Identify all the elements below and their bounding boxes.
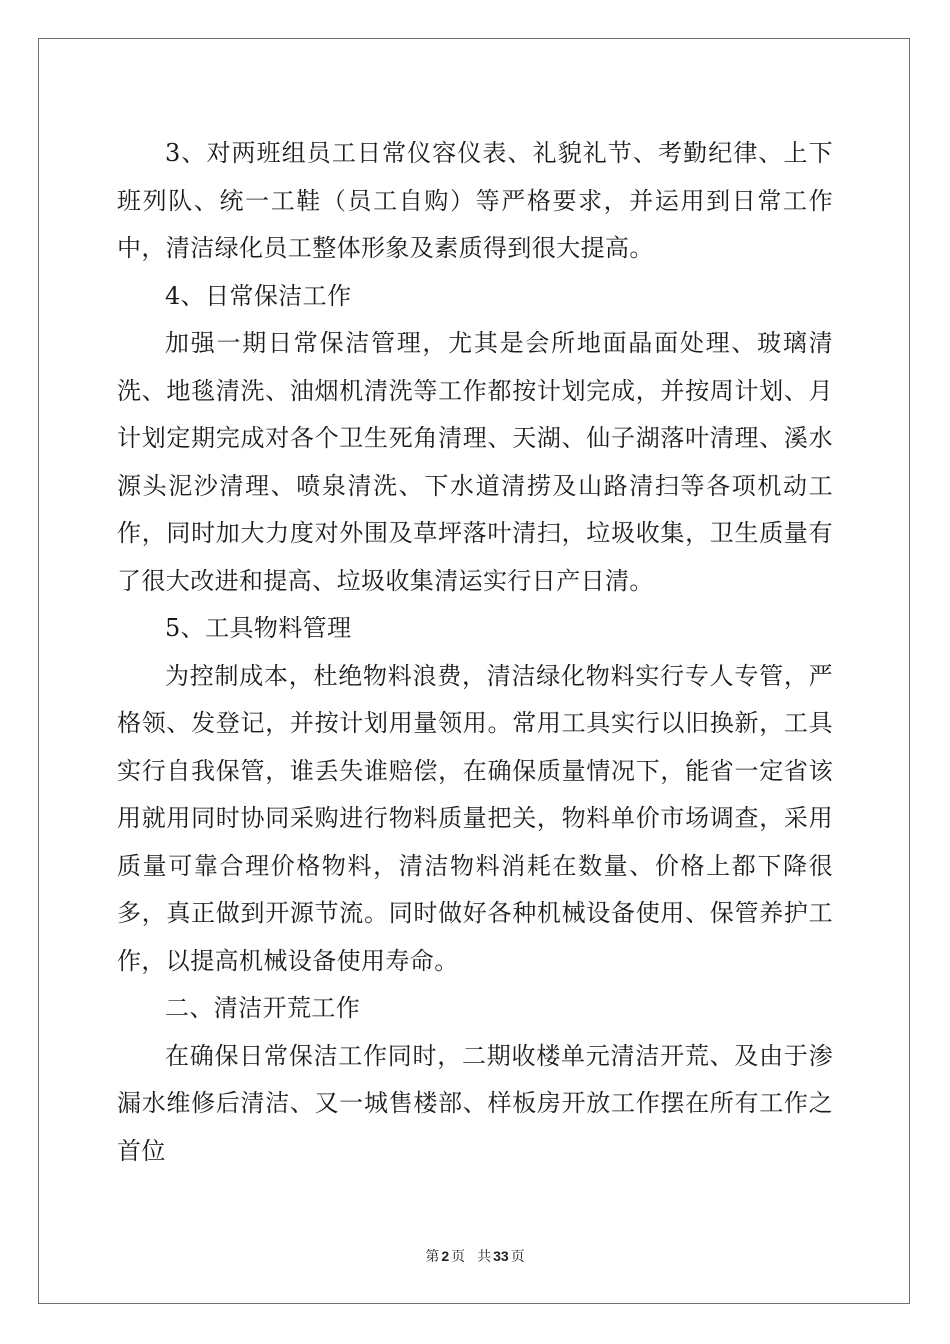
paragraph-staff-appearance: 3、对两班组员工日常仪容仪表、礼貌礼节、考勤纪律、上下班列队、统一工鞋（员工自购）等严格要求，并运用到日常工作中，清洁绿化员工整体形象及素质得到很大提高。: [117, 139, 833, 262]
paragraph-daily-cleaning: 加强一期日常保洁管理，尤其是会所地面晶面处理、玻璃清洗、地毯清洗、油烟机清洗等工作都按计划完成，并按周计划、月计划定期完成对各个卫生死角清理、天湖、仙子湖落叶清理、溪水源头泥沙清理、喷泉清洗、下水道清捞及山路清扫等各项机动工作，同时加大力度对外围及草坪落叶清扫，垃圾收集，卫生质量有了很大改进和提高、垃圾收集清运实行日产日清。: [117, 329, 833, 595]
footer-total-prefix: 共: [477, 1249, 492, 1265]
heading-daily-cleaning: 4、日常保洁工作: [165, 281, 352, 310]
heading-initial-cleaning: 二、清洁开荒工作: [165, 994, 361, 1022]
paragraph-tools-materials: 为控制成本，杜绝物料浪费，清洁绿化物料实行专人专管，严格领、发登记，并按计划用量领用。常用工具实行以旧换新，工具实行自我保管，谁丢失谁赔偿，在确保质量情况下，能省一定省该用就用同时协同采购进行物料质量把关，物料单价市场调查，采用质量可靠合理价格物料，清洁物料消耗在数量、价格上都下降很多，真正做到开源节流。同时做好各种机械设备使用、保管养护工作，以提高机械设备使用寿命。: [117, 661, 833, 975]
footer-prefix: 第: [425, 1249, 440, 1265]
current-page-number: 2: [441, 1248, 450, 1264]
paragraph-initial-cleaning: 在确保日常保洁工作同时，二期收楼单元清洁开荒、及由于渗漏水维修后清洁、又一城售楼部、样板房开放工作摆在所有工作之首位: [117, 1041, 833, 1165]
document-body: [117, 130, 833, 1175]
heading-tools-materials: 5、工具物料管理: [165, 614, 352, 642]
total-page-count: 33: [493, 1248, 509, 1264]
footer-total-unit: 页: [510, 1249, 525, 1265]
footer-page-unit: 页: [451, 1249, 466, 1265]
page-footer: [0, 1246, 950, 1266]
